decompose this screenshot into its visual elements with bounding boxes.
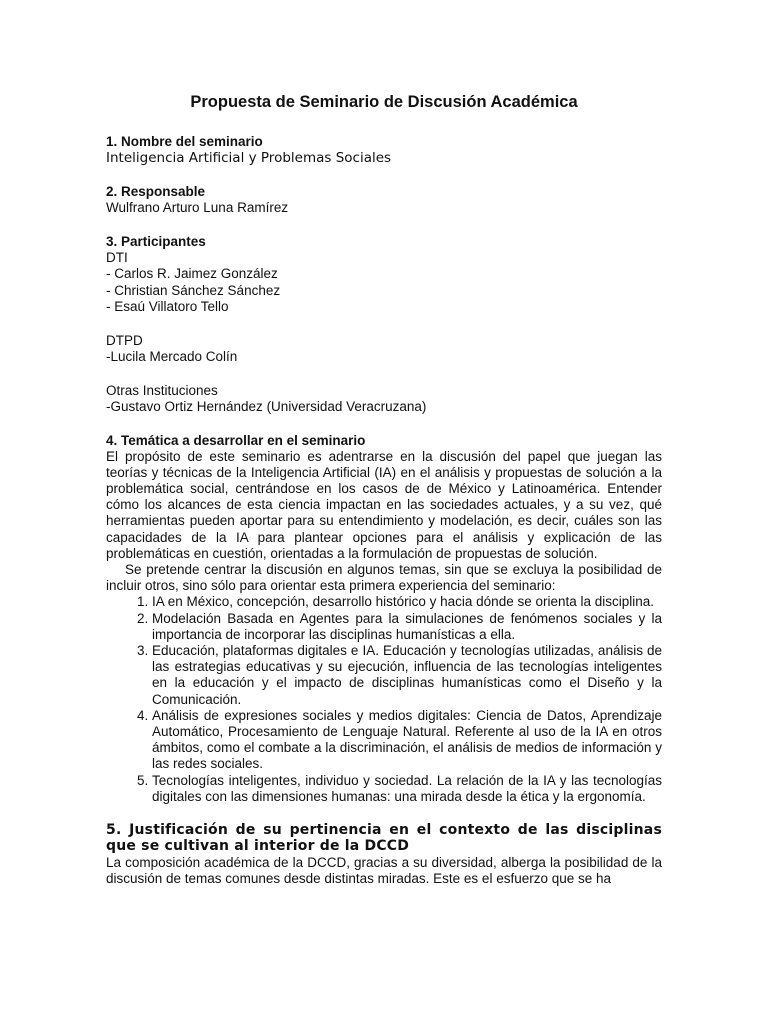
section-4-heading: 4. Temática a desarrollar en el seminario: [106, 432, 366, 448]
spacer: [106, 217, 662, 234]
spacer: [106, 316, 662, 333]
section-topics: [106, 433, 662, 805]
section-3-heading: 3. Participantes: [106, 233, 206, 249]
topics-list: [106, 594, 662, 805]
participant-item: -Gustavo Ortiz Hernández (Universidad Veracruzana): [106, 399, 427, 414]
participant-item: - Carlos R. Jaimez González: [106, 266, 278, 281]
spacer: [106, 416, 662, 433]
topics-scope-paragraph: Se pretende centrar la discusión en algunos temas, sin que se excluya la posibilidad de incluir otros, sino sólo para orientar esta primera experiencia del seminario:: [106, 561, 662, 594]
spacer: [106, 167, 662, 184]
section-2-heading: 2. Responsable: [106, 184, 206, 199]
section-justification: [106, 822, 662, 887]
spacer: [106, 366, 662, 383]
topics-intro-paragraph: El propósito de este seminario es adentrarse en la discusión del papel que juegan las teorías y técnicas de la Inteligencia Artificial (IA) en el análisis y propuestas de solución a la problemática social, centrándose en los casos de de México y Latinoamérica. Entender cómo los alcances de esta ciencia impactan en las sociedades actuales, y a su vez, qué herramientas pueden aportar para su entendimiento y modelación, es decir, cuáles son las capacidades de la IA para plantear opciones para el análisis y explicación de las problemáticas en cuestión, orientadas a la formulación de propuestas de solución.: [106, 448, 662, 561]
group-label-dtpd: DTPD: [106, 332, 143, 348]
justification-paragraph: La composición académica de la DCCD, gracias a su diversidad, alberga la posibilidad de la discusión de temas comunes desde distintas miradas. Este es el esfuerzo que se ha: [106, 854, 662, 887]
participant-item: - Christian Sánchez Sánchez: [106, 282, 281, 298]
section-seminar-name: [106, 134, 662, 167]
document-title: Propuesta de Seminario de Discusión Académica: [190, 93, 578, 111]
responsible-value: Wulfrano Arturo Luna Ramírez: [106, 200, 289, 215]
group-label-other: Otras Instituciones: [106, 382, 218, 398]
section-5-heading: 5. Justificación de su pertinencia en el contexto de las disciplinas que se cultivan al interior de la DCCD: [106, 821, 662, 855]
list-item: 1. IA en México, concepción, desarrollo histórico y hacia dónde se orienta la disciplina.: [152, 594, 662, 610]
participant-item: - Esaú Villatoro Tello: [106, 299, 229, 314]
list-item: 3. Educación, plataformas digitales e IA. Educación y tecnologías utilizadas, análisis de las estrategias educativas y su ejecución, influencia de las tecnologías inteligentes en la educación y el impacto de disciplinas humanísticas como el Diseño y la Comunicación.: [152, 643, 662, 708]
section-responsible: [106, 184, 662, 217]
list-item: 5. Tecnologías inteligentes, individuo y sociedad. La relación de la IA y las tecnologías digitales con las dimensiones humanas: una mirada desde la ética y la ergonomía.: [152, 773, 662, 805]
section-1-heading: 1. Nombre del seminario: [106, 134, 263, 149]
list-item: 4. Análisis de expresiones sociales y medios digitales: Ciencia de Datos, Aprendizaje Automático, Procesamiento de Lenguaje Natural. Referente al uso de la IA en otros ámbitos, como el combate a la discriminación, el análisis de medios de información y las redes sociales.: [152, 708, 662, 773]
group-label-dti: DTI: [106, 249, 128, 265]
section-participants: [106, 234, 662, 416]
document-page: [106, 92, 662, 887]
seminar-name-value: Inteligencia Artificial y Problemas Sociales: [106, 150, 392, 166]
spacer: [106, 805, 662, 822]
list-item: 2. Modelación Basada en Agentes para la simulaciones de fenómenos sociales y la importancia de incorporar las disciplinas humanísticas a ella.: [152, 611, 662, 643]
participant-item: -Lucila Mercado Colín: [106, 349, 238, 364]
